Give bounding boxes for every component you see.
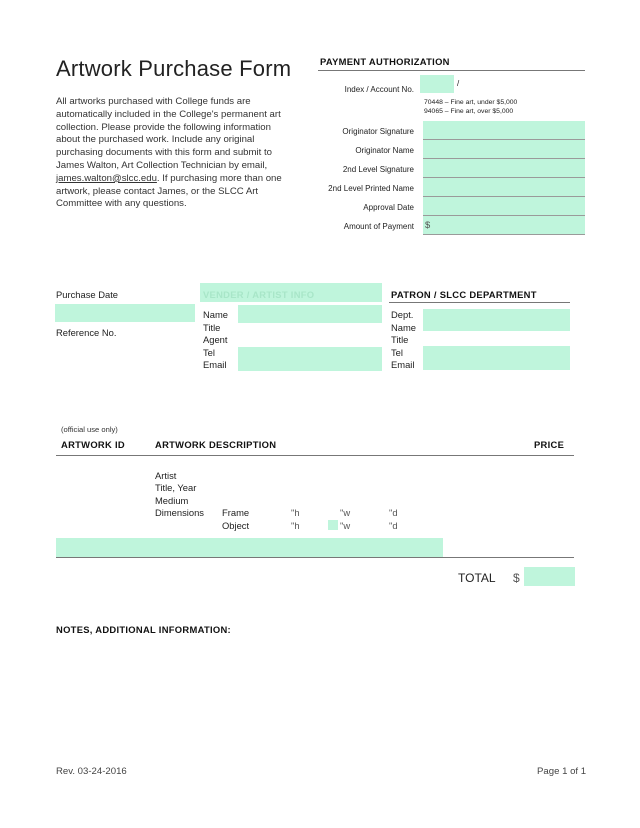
artwork-id-header: ARTWORK ID — [61, 439, 125, 450]
table-header-rule — [56, 455, 574, 456]
patron-name-label: Name — [391, 322, 417, 333]
purchase-date-label: Purchase Date — [56, 289, 119, 300]
notes-header: NOTES, ADDITIONAL INFORMATION: — [56, 624, 231, 635]
title-year-label: Title, Year — [155, 482, 197, 493]
second-level-printed-name-field[interactable] — [423, 178, 585, 196]
object-width-unit: "w — [340, 520, 351, 531]
frame-label: Frame — [222, 507, 250, 518]
field-rule — [423, 234, 585, 235]
amount-of-payment-field[interactable] — [423, 216, 585, 234]
intro-text — [56, 96, 288, 211]
vendor-tel-label: Tel — [203, 347, 215, 358]
frame-width-unit: "w — [340, 507, 351, 518]
vendor-artist-info-header: VENDER / ARTIST INFO — [203, 289, 315, 300]
vendor-name-label: Name — [203, 309, 229, 320]
price-header: PRICE — [534, 439, 565, 450]
originator-signature-label: Originator Signature — [342, 127, 414, 136]
reference-no-label: Reference No. — [56, 327, 117, 338]
purchase-date-field[interactable] — [55, 304, 195, 322]
vendor-tel-email-field[interactable] — [238, 347, 382, 371]
vendor-name-field[interactable] — [238, 305, 382, 323]
total-label: TOTAL — [458, 571, 496, 585]
vendor-agent-label: Agent — [203, 334, 228, 345]
official-use-note: (official use only) — [61, 425, 118, 434]
index-account-field[interactable] — [420, 75, 454, 93]
table-bottom-rule — [56, 557, 574, 558]
patron-dept-name-field[interactable] — [423, 309, 570, 331]
frame-height-unit: "h — [291, 507, 300, 518]
originator-name-field[interactable] — [423, 140, 585, 158]
patron-dept-label: Dept. — [391, 309, 414, 320]
total-field[interactable] — [524, 567, 575, 586]
dimensions-label: Dimensions — [155, 507, 204, 518]
payment-header-rule — [318, 70, 585, 71]
patron-header-rule — [389, 302, 570, 303]
artist-label: Artist — [155, 470, 177, 481]
index-account-label: Index / Account No. — [344, 85, 414, 94]
account-note-2: 94065 – Fine art, over $5,000 — [424, 108, 514, 115]
artwork-description-header: ARTWORK DESCRIPTION — [155, 439, 277, 450]
vendor-email-label: Email — [203, 359, 227, 370]
payment-authorization-header: PAYMENT AUTHORIZATION — [320, 56, 450, 67]
patron-email-label: Email — [391, 359, 415, 370]
index-account-separator: / — [457, 79, 460, 88]
account-note-1: 70448 – Fine art, under $5,000 — [424, 99, 518, 106]
intro-text-part-2: . If purchasing more than one artwork, please contact James, or the SLCC Art Committee with any questions. — [56, 172, 282, 210]
artwork-row-field[interactable] — [56, 538, 443, 557]
second-level-printed-name-label: 2nd Level Printed Name — [328, 184, 414, 193]
object-depth-unit: "d — [389, 520, 398, 531]
object-width-field[interactable] — [328, 520, 338, 530]
approval-date-field[interactable] — [423, 197, 585, 215]
amount-of-payment-label: Amount of Payment — [343, 222, 414, 231]
total-currency-symbol: $ — [513, 571, 520, 585]
patron-department-header: PATRON / SLCC DEPARTMENT — [391, 289, 537, 300]
medium-label: Medium — [155, 495, 189, 506]
approval-date-label: Approval Date — [363, 203, 414, 212]
intro-text-part-1: All artworks purchased with College funds are automatically included in the College's permanent art collection. Please provide the following information about the purchased work. Include any original purchasing documents with this form and submit to James Walton, Art Collection Technician by email, — [56, 96, 281, 171]
revision-date: Rev. 03-24-2016 — [56, 766, 127, 777]
amount-currency-symbol: $ — [425, 219, 431, 230]
page-title: Artwork Purchase Form — [56, 56, 292, 81]
originator-name-label: Originator Name — [355, 146, 414, 155]
patron-tel-label: Tel — [391, 347, 403, 358]
patron-tel-email-field[interactable] — [423, 346, 570, 370]
vendor-title-label: Title — [203, 322, 221, 333]
second-level-signature-label: 2nd Level Signature — [342, 165, 414, 174]
frame-depth-unit: "d — [389, 507, 398, 518]
page-number: Page 1 of 1 — [537, 766, 587, 777]
second-level-signature-field[interactable] — [423, 159, 585, 177]
email-link[interactable]: james.walton@slcc.edu — [56, 172, 157, 184]
patron-title-label: Title — [391, 334, 409, 345]
object-height-unit: "h — [291, 520, 300, 531]
originator-signature-field[interactable] — [423, 121, 585, 139]
object-label: Object — [222, 520, 250, 531]
